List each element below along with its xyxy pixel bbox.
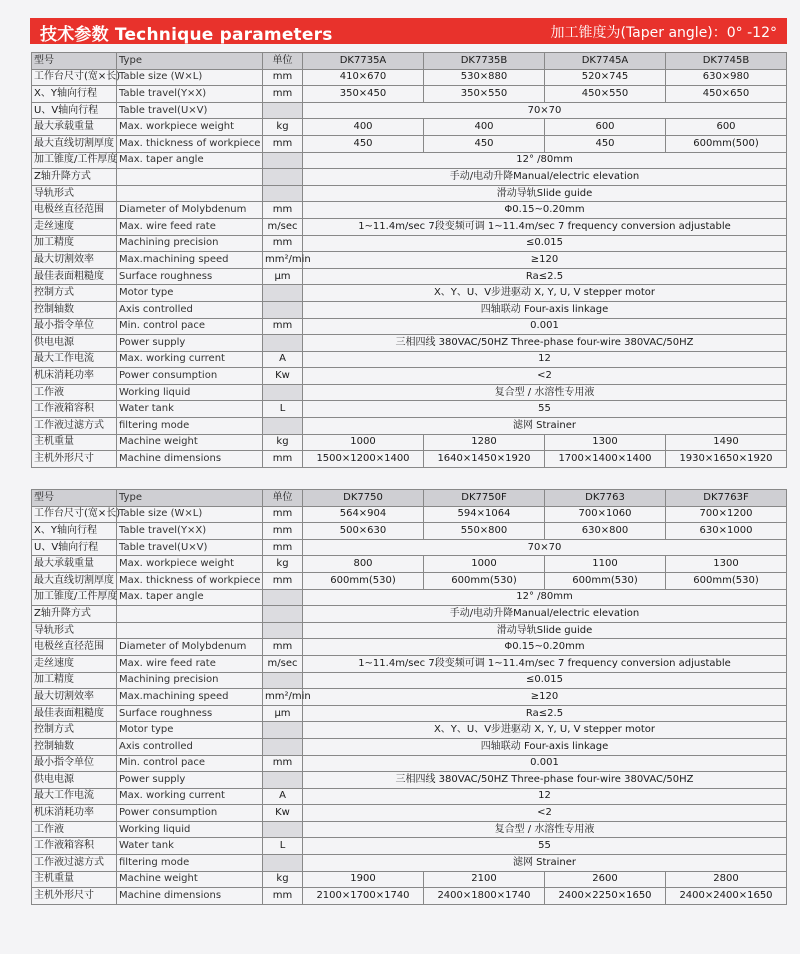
param-name-en: Machine weight (117, 871, 263, 888)
param-name-zh: 工作液箱容积 (32, 401, 117, 418)
param-value: 594×1064 (424, 506, 545, 523)
param-unit: mm (263, 86, 303, 103)
param-name-en (117, 169, 263, 186)
param-name-zh: 工作液过滤方式 (32, 418, 117, 435)
param-value: 630×800 (545, 523, 666, 540)
param-unit (263, 301, 303, 318)
param-value: 600mm(530) (545, 572, 666, 589)
param-value: DK7745B (666, 53, 787, 70)
param-name-en: Table size (W×L) (117, 69, 263, 86)
param-name-zh: 工作液 (32, 821, 117, 838)
param-name-zh: 型号 (32, 490, 117, 507)
param-name-en: Machine dimensions (117, 451, 263, 468)
param-value: 530×880 (424, 69, 545, 86)
param-unit (263, 855, 303, 872)
table-row (32, 888, 787, 905)
table-row (32, 606, 787, 623)
param-name-en: Max. thickness of workpiece (117, 572, 263, 589)
param-value: 550×800 (424, 523, 545, 540)
param-name-en: Water tank (117, 838, 263, 855)
param-value: 滑动导轨Slide guide (303, 185, 787, 202)
param-name-zh: 主机外形尺寸 (32, 888, 117, 905)
param-name-zh: 最大承载重量 (32, 119, 117, 136)
param-name-en: Max. wire feed rate (117, 655, 263, 672)
param-unit (263, 169, 303, 186)
param-unit (263, 335, 303, 352)
table-row (32, 69, 787, 86)
table-row (32, 301, 787, 318)
param-name-en: Max. workpiece weight (117, 119, 263, 136)
table-row (32, 202, 787, 219)
param-name-zh: 控制方式 (32, 285, 117, 302)
param-name-en: Max.machining speed (117, 252, 263, 269)
page-title: 技术参数 Technique parameters (40, 25, 333, 45)
param-value: 450 (303, 135, 424, 152)
param-unit: mm (263, 506, 303, 523)
param-name-zh: 最佳表面粗糙度 (32, 268, 117, 285)
param-value: 2400×1800×1740 (424, 888, 545, 905)
param-value: DK7763F (666, 490, 787, 507)
param-unit: mm²/min (263, 252, 303, 269)
param-value: 1700×1400×1400 (545, 451, 666, 468)
param-value: 1~11.4m/sec 7段变频可调 1~11.4m/sec 7 frequency conversion adjustable (303, 218, 787, 235)
param-unit: mm (263, 755, 303, 772)
param-name-zh: 供电电源 (32, 335, 117, 352)
param-name-zh: 最大承载重量 (32, 556, 117, 573)
table-row (32, 268, 787, 285)
param-unit: kg (263, 871, 303, 888)
param-value: 1300 (545, 434, 666, 451)
param-value: 400 (424, 119, 545, 136)
param-unit: Kw (263, 368, 303, 385)
param-value: 600mm(530) (666, 572, 787, 589)
table-row (32, 705, 787, 722)
param-value: 0.001 (303, 755, 787, 772)
param-value: Φ0.15~0.20mm (303, 202, 787, 219)
param-name-en: Power consumption (117, 368, 263, 385)
param-value: 2100×1700×1740 (303, 888, 424, 905)
param-name-zh: 最大工作电流 (32, 351, 117, 368)
param-unit (263, 722, 303, 739)
param-unit: mm (263, 572, 303, 589)
table-row (32, 119, 787, 136)
table-row (32, 218, 787, 235)
param-name-zh: 主机重量 (32, 434, 117, 451)
param-value: 70×70 (303, 539, 787, 556)
param-name-zh: X、Y轴向行程 (32, 523, 117, 540)
param-name-zh: 主机外形尺寸 (32, 451, 117, 468)
param-name-en: Water tank (117, 401, 263, 418)
param-value: 1~11.4m/sec 7段变频可调 1~11.4m/sec 7 frequency conversion adjustable (303, 655, 787, 672)
table-row (32, 556, 787, 573)
param-value: <2 (303, 805, 787, 822)
param-value: 12 (303, 788, 787, 805)
param-value: 12° /80mm (303, 589, 787, 606)
param-name-zh: 工作台尺寸(宽×长) (32, 69, 117, 86)
param-value: ≤0.015 (303, 235, 787, 252)
param-value: 复合型 / 水溶性专用液 (303, 821, 787, 838)
param-value: 700×1200 (666, 506, 787, 523)
param-name-zh: Z轴升降方式 (32, 169, 117, 186)
table-row (32, 185, 787, 202)
table-row (32, 805, 787, 822)
param-unit: mm (263, 523, 303, 540)
param-unit (263, 589, 303, 606)
param-name-en: Min. control pace (117, 318, 263, 335)
param-value: 700×1060 (545, 506, 666, 523)
param-value: 12° /80mm (303, 152, 787, 169)
table-row (32, 572, 787, 589)
table-row (32, 589, 787, 606)
param-name-zh: 最小指令单位 (32, 755, 117, 772)
param-name-zh: 工作液 (32, 384, 117, 401)
param-name-en: Power supply (117, 772, 263, 789)
param-unit: m/sec (263, 218, 303, 235)
param-name-zh: 最大切割效率 (32, 689, 117, 706)
param-name-zh: 导轨形式 (32, 622, 117, 639)
table-row (32, 335, 787, 352)
param-name-en: Max. workpiece weight (117, 556, 263, 573)
param-unit (263, 821, 303, 838)
param-name-en: Type (117, 490, 263, 507)
param-name-zh: 最佳表面粗糙度 (32, 705, 117, 722)
param-value: 450×550 (545, 86, 666, 103)
param-name-zh: 机床消耗功率 (32, 368, 117, 385)
param-value: 1100 (545, 556, 666, 573)
param-value: DK7763 (545, 490, 666, 507)
param-value: 520×745 (545, 69, 666, 86)
param-name-zh: 电极丝直径范围 (32, 639, 117, 656)
param-name-en: Max. thickness of workpiece (117, 135, 263, 152)
param-value: 1000 (424, 556, 545, 573)
param-value: 600mm(530) (303, 572, 424, 589)
param-name-en: Machining precision (117, 235, 263, 252)
param-name-zh: 工作液过滤方式 (32, 855, 117, 872)
param-name-en: Axis controlled (117, 738, 263, 755)
param-unit (263, 672, 303, 689)
param-name-zh: 加工精度 (32, 672, 117, 689)
param-unit: mm (263, 235, 303, 252)
param-unit (263, 738, 303, 755)
param-name-zh: 电极丝直径范围 (32, 202, 117, 219)
spec-table-2 (31, 489, 787, 905)
param-value: 630×1000 (666, 523, 787, 540)
param-value: Ra≤2.5 (303, 705, 787, 722)
param-unit: mm (263, 69, 303, 86)
table-row (32, 838, 787, 855)
param-name-zh: 机床消耗功率 (32, 805, 117, 822)
table-row (32, 235, 787, 252)
param-name-zh: 走丝速度 (32, 655, 117, 672)
param-name-en: filtering mode (117, 855, 263, 872)
param-unit: μm (263, 268, 303, 285)
param-name-zh: 最大直线切割厚度 (32, 135, 117, 152)
param-name-zh: 型号 (32, 53, 117, 70)
param-unit (263, 384, 303, 401)
param-name-en: Max. taper angle (117, 589, 263, 606)
param-name-en: Diameter of Molybdenum (117, 639, 263, 656)
param-name-en: Power supply (117, 335, 263, 352)
table-row (32, 855, 787, 872)
param-unit: kg (263, 556, 303, 573)
param-name-zh: 控制方式 (32, 722, 117, 739)
param-unit (263, 606, 303, 623)
table-row (32, 451, 787, 468)
param-name-en: Table size (W×L) (117, 506, 263, 523)
param-name-en: Working liquid (117, 384, 263, 401)
param-unit: mm (263, 888, 303, 905)
param-unit: mm (263, 639, 303, 656)
param-value: DK7750 (303, 490, 424, 507)
param-name-en: Surface roughness (117, 705, 263, 722)
param-value: 600 (666, 119, 787, 136)
param-name-zh: 导轨形式 (32, 185, 117, 202)
param-name-zh: 走丝速度 (32, 218, 117, 235)
param-value: 70×70 (303, 102, 787, 119)
param-name-zh: 最大切割效率 (32, 252, 117, 269)
param-unit: mm (263, 451, 303, 468)
param-unit: Kw (263, 805, 303, 822)
param-value: 450 (545, 135, 666, 152)
param-unit: mm (263, 539, 303, 556)
param-value: 450 (424, 135, 545, 152)
param-unit: A (263, 351, 303, 368)
param-name-zh: Z轴升降方式 (32, 606, 117, 623)
param-name-zh: 供电电源 (32, 772, 117, 789)
param-unit: mm²/min (263, 689, 303, 706)
param-value: Φ0.15~0.20mm (303, 639, 787, 656)
param-unit (263, 185, 303, 202)
param-value: 三相四线 380VAC/50HZ Three-phase four-wire 380VAC/50HZ (303, 335, 787, 352)
param-value: 0.001 (303, 318, 787, 335)
param-value: 564×904 (303, 506, 424, 523)
param-value: <2 (303, 368, 787, 385)
param-value: 手动/电动升降Manual/electric elevation (303, 606, 787, 623)
table-row (32, 672, 787, 689)
param-unit: kg (263, 434, 303, 451)
param-value: DK7735B (424, 53, 545, 70)
param-name-zh: 控制轴数 (32, 301, 117, 318)
param-value: 630×980 (666, 69, 787, 86)
param-name-en (117, 622, 263, 639)
param-unit: kg (263, 119, 303, 136)
param-value: 600 (545, 119, 666, 136)
param-value: 55 (303, 401, 787, 418)
param-value: 12 (303, 351, 787, 368)
param-value: 手动/电动升降Manual/electric elevation (303, 169, 787, 186)
param-name-zh: 加工精度 (32, 235, 117, 252)
param-name-en: Motor type (117, 722, 263, 739)
table-row (32, 86, 787, 103)
param-value: 350×450 (303, 86, 424, 103)
param-value: 滤网 Strainer (303, 855, 787, 872)
param-unit: 单位 (263, 53, 303, 70)
param-value: 800 (303, 556, 424, 573)
table-row (32, 821, 787, 838)
param-unit: mm (263, 202, 303, 219)
param-unit: m/sec (263, 655, 303, 672)
param-value: X、Y、U、V步进驱动 X, Y, U, V stepper motor (303, 285, 787, 302)
table-row (32, 871, 787, 888)
param-name-en: Machine dimensions (117, 888, 263, 905)
param-name-en: Type (117, 53, 263, 70)
table-row (32, 401, 787, 418)
param-value: 350×550 (424, 86, 545, 103)
param-unit (263, 418, 303, 435)
param-value: 410×670 (303, 69, 424, 86)
table-row (32, 655, 787, 672)
param-value: 2400×2400×1650 (666, 888, 787, 905)
param-value: 复合型 / 水溶性专用液 (303, 384, 787, 401)
param-unit: L (263, 838, 303, 855)
param-unit: mm (263, 318, 303, 335)
param-name-en: Machine weight (117, 434, 263, 451)
param-name-en: Table travel(Y×X) (117, 523, 263, 540)
param-name-en: Working liquid (117, 821, 263, 838)
param-name-en: Table travel(Y×X) (117, 86, 263, 103)
table-row (32, 252, 787, 269)
param-unit (263, 622, 303, 639)
param-value: 1500×1200×1400 (303, 451, 424, 468)
param-name-en: Table travel(U×V) (117, 102, 263, 119)
param-name-zh: 工作液箱容积 (32, 838, 117, 855)
table-row (32, 722, 787, 739)
table-row (32, 384, 787, 401)
table-row (32, 152, 787, 169)
param-value: 500×630 (303, 523, 424, 540)
param-value: 滑动导轨Slide guide (303, 622, 787, 639)
param-value: 1640×1450×1920 (424, 451, 545, 468)
param-value: Ra≤2.5 (303, 268, 787, 285)
param-name-en: Power consumption (117, 805, 263, 822)
param-value: ≤0.015 (303, 672, 787, 689)
table-row (32, 102, 787, 119)
param-value: 2400×2250×1650 (545, 888, 666, 905)
param-name-en: Max. working current (117, 788, 263, 805)
param-value: DK7745A (545, 53, 666, 70)
param-unit (263, 772, 303, 789)
param-value: 1930×1650×1920 (666, 451, 787, 468)
table-row (32, 772, 787, 789)
param-value: 2100 (424, 871, 545, 888)
param-value: DK7735A (303, 53, 424, 70)
param-name-zh: 最小指令单位 (32, 318, 117, 335)
param-value: 600mm(530) (424, 572, 545, 589)
page-header (30, 18, 787, 44)
table-row (32, 622, 787, 639)
param-value: 400 (303, 119, 424, 136)
table-row (32, 285, 787, 302)
param-value: 450×650 (666, 86, 787, 103)
table-row (32, 539, 787, 556)
param-name-zh: 加工锥度/工件厚度 (32, 152, 117, 169)
table-row (32, 318, 787, 335)
param-value: 三相四线 380VAC/50HZ Three-phase four-wire 380VAC/50HZ (303, 772, 787, 789)
taper-angle-note: 加工锥度为(Taper angle)：0° -12° (550, 25, 777, 41)
param-name-en (117, 606, 263, 623)
param-name-en: Max.machining speed (117, 689, 263, 706)
param-value: 1300 (666, 556, 787, 573)
param-value: 55 (303, 838, 787, 855)
param-value: DK7750F (424, 490, 545, 507)
param-name-en: Surface roughness (117, 268, 263, 285)
param-name-zh: 最大直线切割厚度 (32, 572, 117, 589)
param-name-zh: U、V轴向行程 (32, 539, 117, 556)
table-row (32, 434, 787, 451)
table-row (32, 418, 787, 435)
param-unit: 单位 (263, 490, 303, 507)
param-unit (263, 152, 303, 169)
param-unit (263, 102, 303, 119)
param-name-en (117, 185, 263, 202)
param-name-en: Motor type (117, 285, 263, 302)
param-name-en: Axis controlled (117, 301, 263, 318)
model-header-row (32, 53, 787, 70)
param-name-en: Max. taper angle (117, 152, 263, 169)
param-value: 600mm(500) (666, 135, 787, 152)
param-name-en: Diameter of Molybdenum (117, 202, 263, 219)
table-row (32, 639, 787, 656)
param-value: ≥120 (303, 689, 787, 706)
param-name-zh: U、V轴向行程 (32, 102, 117, 119)
table-row (32, 169, 787, 186)
param-value: 1280 (424, 434, 545, 451)
param-value: 1490 (666, 434, 787, 451)
param-unit: mm (263, 135, 303, 152)
table-row (32, 523, 787, 540)
table-row (32, 368, 787, 385)
param-value: 1900 (303, 871, 424, 888)
param-value: 四轴联动 Four-axis linkage (303, 301, 787, 318)
param-name-zh: 加工锥度/工件厚度 (32, 589, 117, 606)
model-header-row (32, 490, 787, 507)
param-value: ≥120 (303, 252, 787, 269)
table-row (32, 135, 787, 152)
param-name-zh: X、Y轴向行程 (32, 86, 117, 103)
param-unit: A (263, 788, 303, 805)
table-row (32, 351, 787, 368)
param-value: 2800 (666, 871, 787, 888)
param-name-zh: 主机重量 (32, 871, 117, 888)
param-name-en: Min. control pace (117, 755, 263, 772)
param-value: 1000 (303, 434, 424, 451)
param-value: 滤网 Strainer (303, 418, 787, 435)
table-row (32, 788, 787, 805)
spec-table-1 (31, 52, 787, 468)
param-name-en: filtering mode (117, 418, 263, 435)
param-name-zh: 工作台尺寸(宽×长) (32, 506, 117, 523)
param-name-en: Max. wire feed rate (117, 218, 263, 235)
param-unit: L (263, 401, 303, 418)
param-unit: μm (263, 705, 303, 722)
param-name-en: Table travel(U×V) (117, 539, 263, 556)
param-name-en: Machining precision (117, 672, 263, 689)
param-value: 四轴联动 Four-axis linkage (303, 738, 787, 755)
table-row (32, 506, 787, 523)
param-value: X、Y、U、V步进驱动 X, Y, U, V stepper motor (303, 722, 787, 739)
param-unit (263, 285, 303, 302)
table-row (32, 738, 787, 755)
param-name-en: Max. working current (117, 351, 263, 368)
param-name-zh: 控制轴数 (32, 738, 117, 755)
table-row (32, 689, 787, 706)
table-row (32, 755, 787, 772)
param-name-zh: 最大工作电流 (32, 788, 117, 805)
param-value: 2600 (545, 871, 666, 888)
